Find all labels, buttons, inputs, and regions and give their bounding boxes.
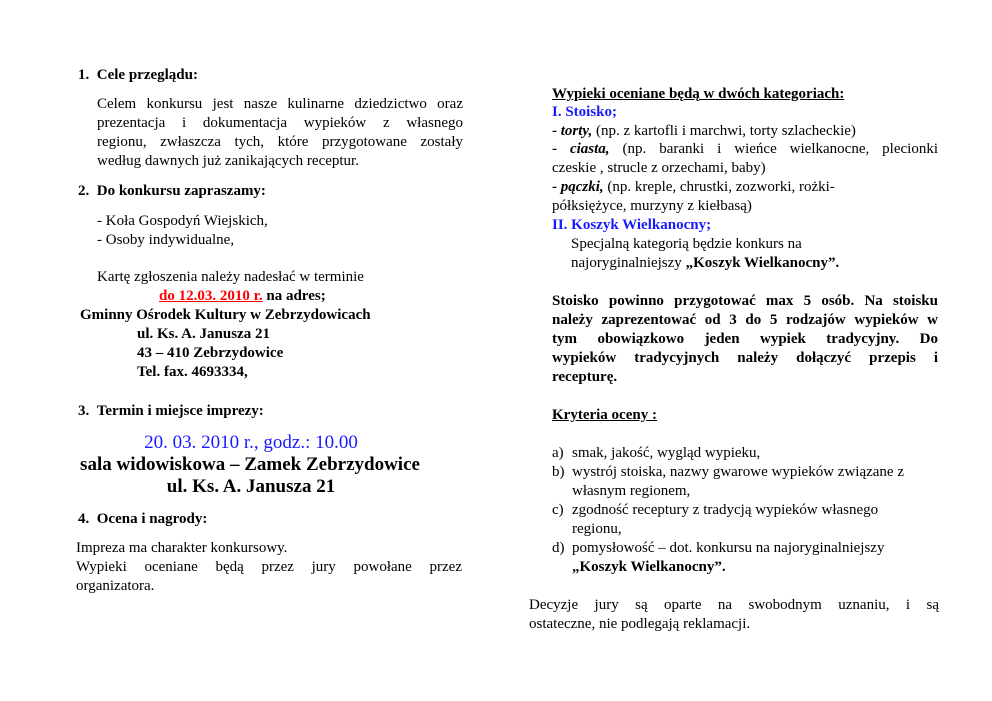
- text-line: Impreza ma charakter konkursowy.: [76, 540, 288, 556]
- section-title: Do konkursu zapraszamy:: [96, 183, 266, 199]
- item-desc-cont: półksiężyce, murzyny z kiełbasą): [552, 198, 752, 214]
- event-place: sala widowiskowa – Zamek Zebrzydowice: [80, 454, 420, 475]
- category-2-body: [571, 235, 839, 273]
- item-text: własnym regionem,: [572, 483, 691, 499]
- item-name: ciasta,: [569, 141, 610, 157]
- basket-name: „Koszyk Wielkanocny”.: [685, 255, 840, 271]
- address-line: 43 – 410 Zebrzydowice: [137, 345, 284, 361]
- category-2-title: II. Koszyk Wielkanocny;: [552, 217, 712, 233]
- category-item-torty: [552, 122, 856, 141]
- text-line: Decyzje jury są oparte na swobodnym uznaniu, i są: [529, 597, 939, 613]
- item-desc: (np. kreple, chrustki, zozworki, rożki-: [603, 179, 835, 195]
- text-line: prezentacja i dokumentacja wypieków z własnego: [97, 115, 463, 131]
- organizer-address: [137, 325, 283, 382]
- text-line: Specjalną kategorią będzie konkurs na: [571, 236, 802, 252]
- address-line: Tel. fax. 4693334,: [137, 364, 248, 380]
- item-desc-cont: czeskie , strucle z orzechami, baby): [552, 160, 766, 176]
- item-text: smak, jakość, wygląd wypieku,: [572, 445, 761, 461]
- address-line: ul. Ks. A. Janusza 21: [137, 326, 270, 342]
- event-date: 20. 03. 2010 r., godz.: 10.00: [144, 432, 358, 453]
- event-street: ul. Ks. A. Janusza 21: [166, 476, 336, 497]
- section-number: 4.: [78, 511, 90, 527]
- section-number: 1.: [78, 67, 90, 83]
- item-text: zgodność receptury z tradycją wypieków własnego: [572, 502, 879, 518]
- list-item: - Osoby indywidualne,: [97, 232, 235, 248]
- invite-list: [97, 212, 268, 250]
- text-line: najoryginalniejszy: [571, 255, 686, 271]
- text-line: tym obowiązkowo jeden wypiek tradycyjny. Do: [552, 331, 938, 347]
- section-2-heading: [78, 182, 266, 201]
- submission-note: Kartę zgłoszenia należy nadesłać w terminie: [97, 269, 364, 285]
- item-text: regionu,: [572, 521, 622, 537]
- deadline-line: [159, 287, 326, 306]
- text-line: ostateczne, nie podlegają reklamacji.: [529, 616, 751, 632]
- list-item: - Koła Gospodyń Wiejskich,: [97, 213, 268, 229]
- text-line: regionu, zwłaszcza tych, które przygotowane zostały: [97, 134, 463, 150]
- item-dash: -: [552, 179, 561, 195]
- text-line: wypieków tradycyjnych należy dołączyć przepis i: [552, 350, 938, 366]
- category-1-title: I. Stoisko;: [552, 104, 618, 120]
- stoisko-rules: [552, 292, 938, 387]
- text-line: Celem konkursu jest nasze kulinarne dziedzictwo oraz: [97, 96, 463, 112]
- item-label: a): [552, 445, 564, 461]
- basket-name: „Koszyk Wielkanocny”.: [572, 559, 726, 575]
- criteria-heading: Kryteria oceny :: [552, 407, 657, 423]
- deadline-date: do 12.03. 2010 r.: [159, 288, 263, 304]
- text-line: recepturę.: [552, 369, 618, 385]
- category-item-ciasta: [552, 140, 938, 178]
- section-1-body: [97, 95, 463, 171]
- item-name: pączki,: [560, 179, 604, 195]
- list-item: [552, 539, 942, 577]
- item-dash: -: [552, 141, 570, 157]
- section-3-heading: [78, 402, 264, 421]
- item-name: torty,: [560, 123, 593, 139]
- list-item: [552, 444, 942, 463]
- text-line: według dawnych już zanikających receptur.: [97, 153, 359, 169]
- item-text: pomysłowość – dot. konkursu na najoryginalniejszy: [572, 540, 885, 556]
- category-item-paczki: [552, 178, 835, 216]
- item-label: d): [552, 540, 565, 556]
- section-1-heading: [78, 66, 198, 85]
- section-title: Cele przeglądu:: [96, 67, 198, 83]
- item-desc: (np. baranki i wieńce wielkanocne, plecionki: [609, 141, 938, 157]
- text-line: Wypieki oceniane będą przez jury powołane przez: [76, 559, 462, 575]
- item-text: wystrój stoiska, nazwy gwarowe wypieków związane z: [572, 464, 904, 480]
- criteria-list: [552, 444, 942, 577]
- deadline-tail: na adres;: [262, 288, 326, 304]
- categories-heading: Wypieki oceniane będą w dwóch kategoriach:: [552, 86, 845, 102]
- section-title: Termin i miejsce imprezy:: [96, 403, 264, 419]
- section-title: Ocena i nagrody:: [96, 511, 208, 527]
- text-line: należy zaprezentować od 3 do 5 rodzajów wypieków w: [552, 312, 938, 328]
- item-label: b): [552, 464, 565, 480]
- list-item: [552, 463, 942, 501]
- item-desc: (np. z kartofli i marchwi, torty szlacheckie): [592, 123, 856, 139]
- section-number: 2.: [78, 183, 90, 199]
- section-4-heading: [78, 510, 207, 529]
- item-label: c): [552, 502, 564, 518]
- organizer-name: Gminny Ośrodek Kultury w Zebrzydowicach: [80, 307, 371, 323]
- text-line: organizatora.: [76, 578, 155, 594]
- list-item: [552, 501, 942, 539]
- text-line: Stoisko powinno przygotować max 5 osób. Na stoisku: [552, 293, 938, 309]
- section-4-body: [76, 539, 462, 596]
- jury-decision: [529, 596, 939, 634]
- item-dash: -: [552, 123, 561, 139]
- section-number: 3.: [78, 403, 90, 419]
